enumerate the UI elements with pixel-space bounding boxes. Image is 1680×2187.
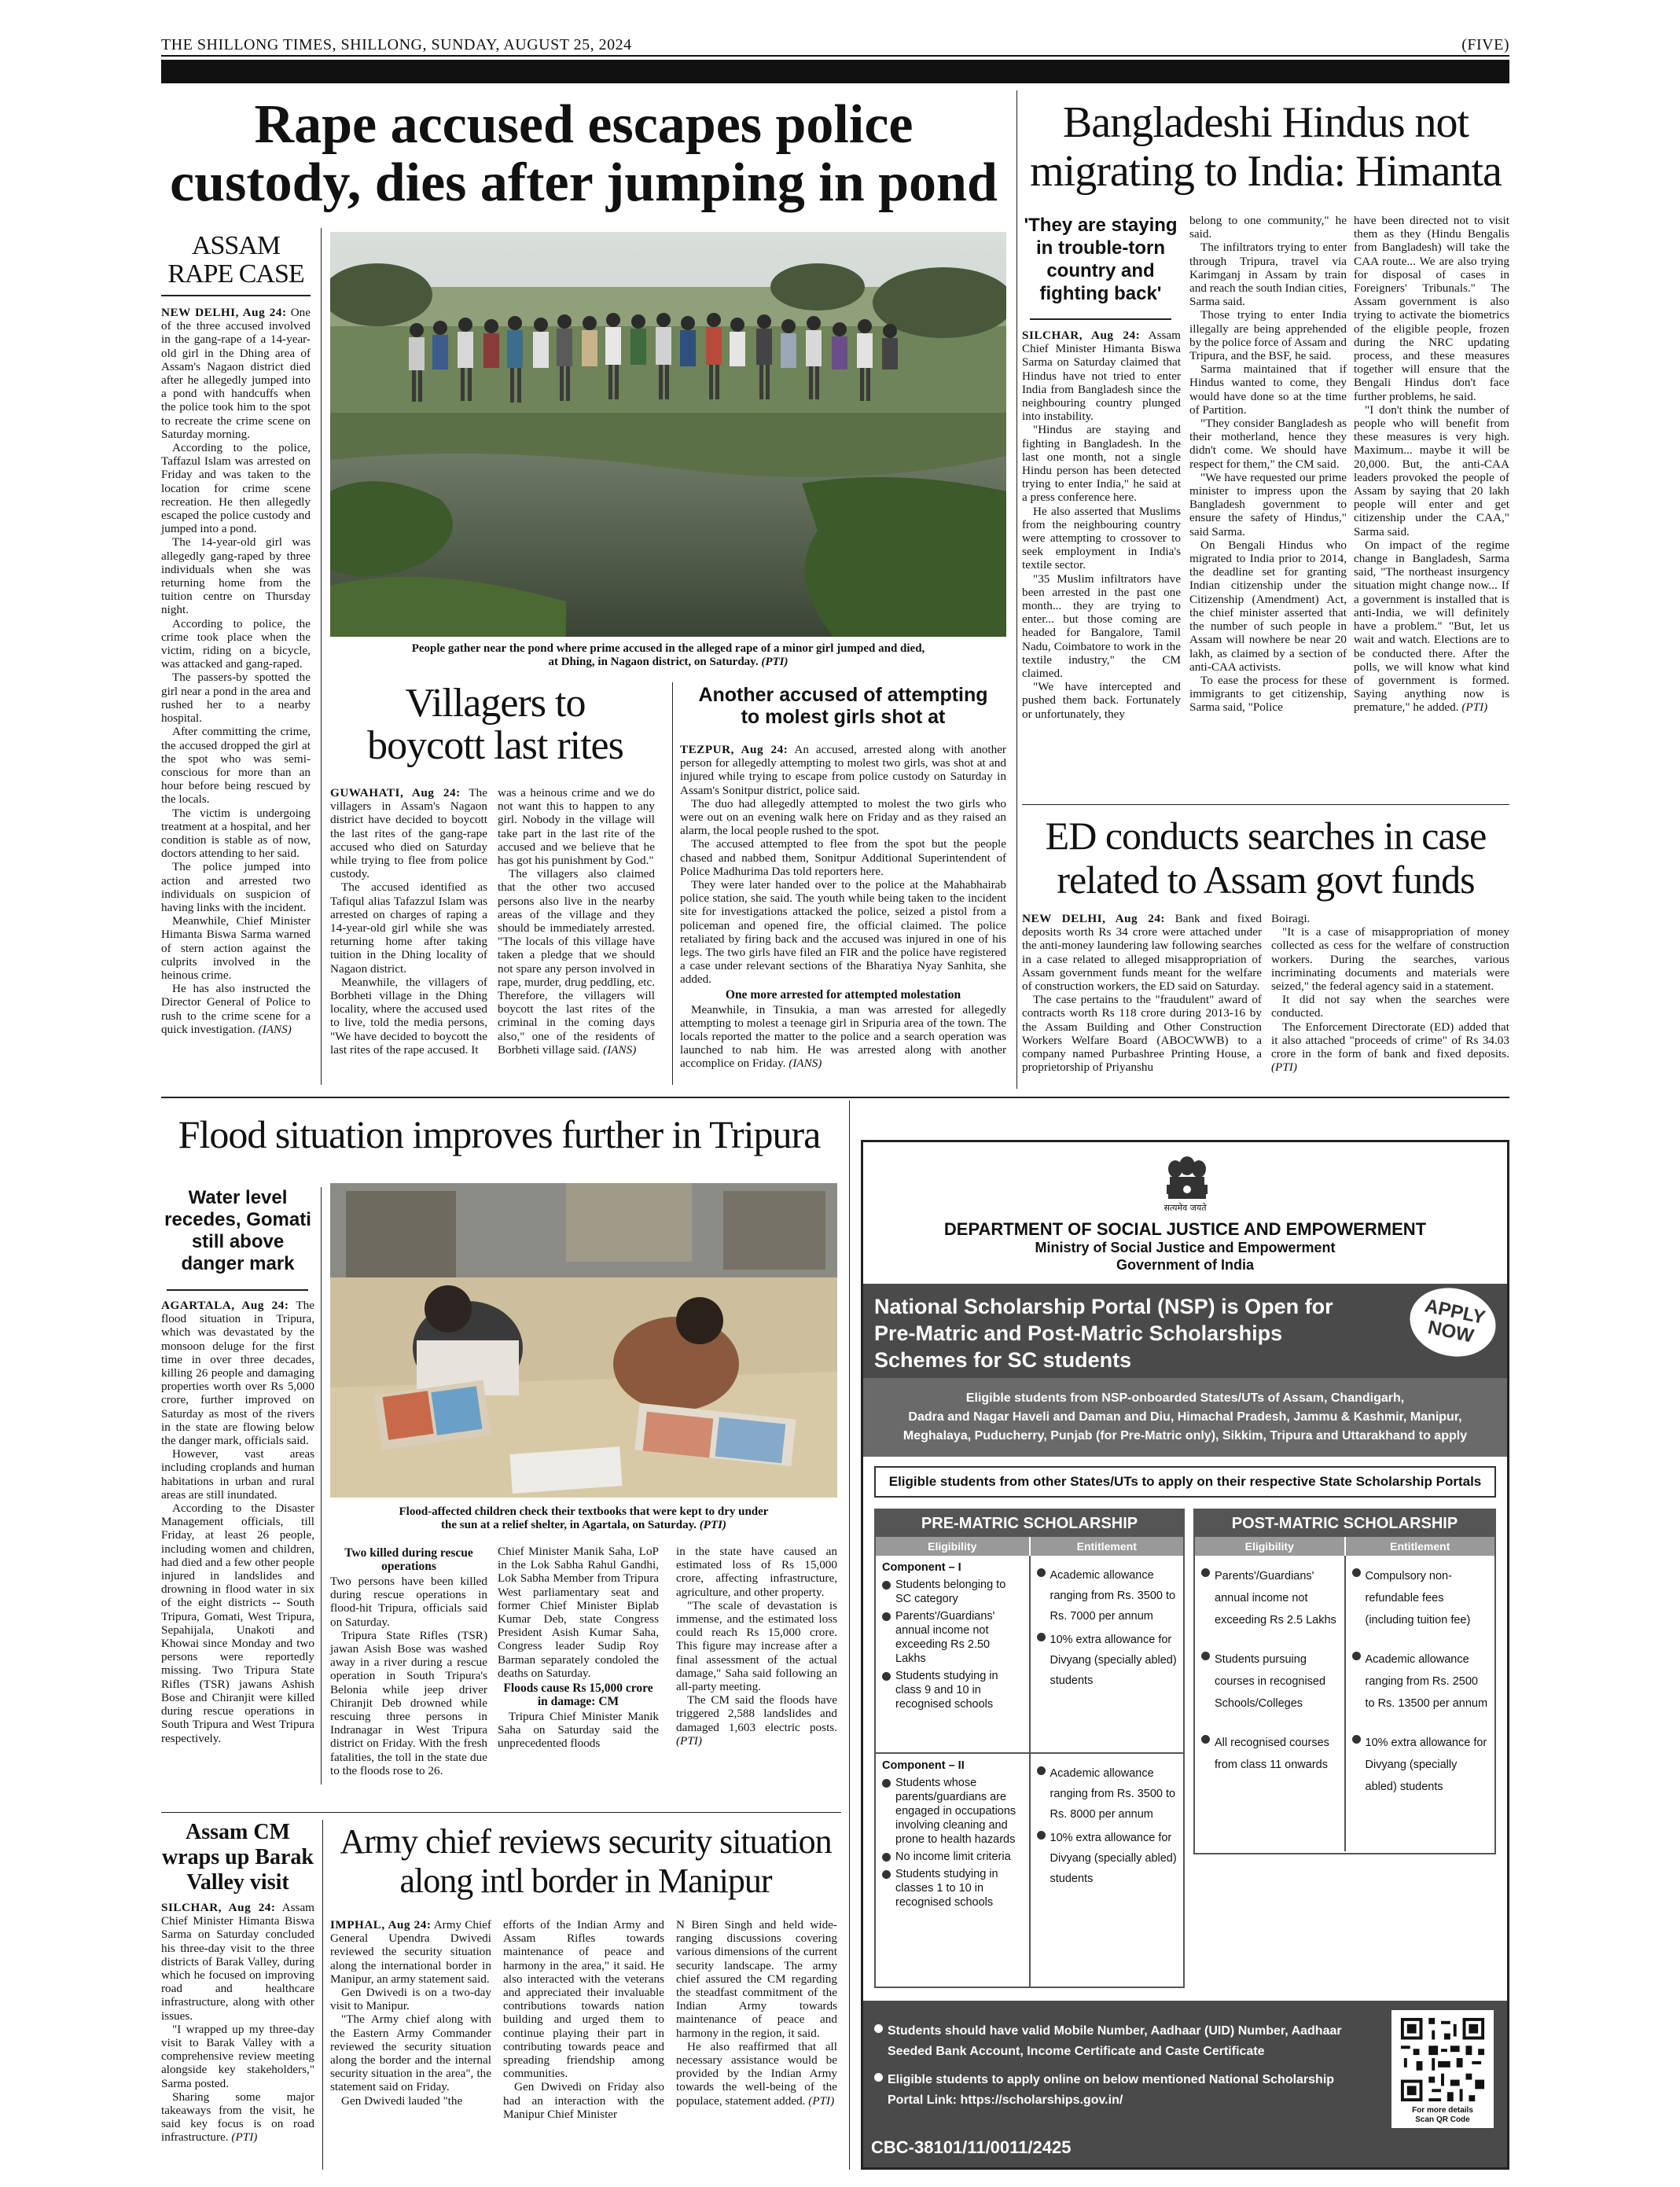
story4-para: He also asserted that Muslims from the neighbouring country were attempting to crossover to seek employment in India's textile sector. <box>1022 504 1181 572</box>
caption-agency: (PTI) <box>761 656 789 668</box>
story3-para: The duo had allegedly attempted to molest the two girls who were out on an evening walk here on Friday and as they raised an alarm, the local people rushed to the spot. <box>680 796 1006 838</box>
story7-agency: (PTI) <box>231 2130 258 2145</box>
story8-headline <box>330 1822 841 1901</box>
story1-left-column <box>161 232 311 1036</box>
story1-agency: (IANS) <box>258 1022 292 1036</box>
story8-para: He also reaffirmed that all necessary assistance would be provided by the Indian Army towards the well-being of the populace, statement added. <box>676 2039 837 2108</box>
post-eligibility-header: Eligibility <box>1195 1537 1346 1556</box>
bullet-icon <box>1201 1735 1210 1744</box>
pre-eligibility-header: Eligibility <box>876 1537 1031 1556</box>
eligibility-item: Students studying in classes 1 to 10 in recognised schools <box>895 1868 998 1909</box>
story4-para: To ease the process for these immigrants to get citizenship, Sarma said, "Police <box>1189 673 1347 715</box>
story2-headline-line1: Villagers to <box>405 681 586 726</box>
story7-para: Sharing some major takeaways from the visit, he said key focus is on road infrastructure. <box>161 2090 314 2145</box>
story2-col2 <box>498 786 655 1057</box>
story4-agency: (PTI) <box>1461 700 1488 715</box>
story6-col1 <box>161 1299 314 1745</box>
post-matric-panel <box>1193 1509 1496 1854</box>
story4-para: On Bengali Hindus who migrated to India prior to 2014, the deadline set for granting Indian citizenship under the Citizenship (Amendment) Act, the chief minister asserted that the number of such people in Assam will nowhere be near 20 lakh, as claimed by a section of anti-CAA activists. <box>1189 538 1347 674</box>
page-masthead <box>161 30 1509 57</box>
story4-para: "I don't think the number of people who will benefit from these measures is very high. Maximum... maybe it will be 20,000. But, the anti-CAA leaders provoked the people of Assam by saying that 20 lakh people will enter and get citizenship under the CAA," Sarma said. <box>1354 402 1509 538</box>
story1-dateline: NEW DELHI, Aug 24: <box>161 306 287 319</box>
story1-headline <box>161 96 1006 211</box>
column-divider <box>321 1187 322 1785</box>
story4-col3 <box>1354 214 1509 715</box>
pre-component-1: Component – I <box>882 1561 961 1574</box>
story1-para: The passers-by spotted the girl near a pond in the area and rushed her to a nearby hospital. <box>161 671 311 726</box>
ad-ministry: Ministry of Social Justice and Empowerment <box>1035 1240 1336 1255</box>
story1-kicker-line2: RAPE CASE <box>167 259 304 289</box>
bullet-icon <box>882 1870 891 1879</box>
story6-subhead: Two killed during rescue operations <box>344 1546 473 1573</box>
post-matric-title: POST-MATRIC SCHOLARSHIP <box>1195 1510 1494 1537</box>
story8-para: Gen Dwivedi is on a two-day visit to Manipur. <box>330 1986 491 2013</box>
story5-headline-line1: ED conducts searches in case <box>1045 814 1487 858</box>
story2-headline <box>330 682 660 767</box>
ad-banner-line: Pre-Matric and Post-Matric Scholarships <box>874 1321 1283 1345</box>
story6-col3 <box>498 1545 659 1751</box>
eligibility-item: Students belonging to SC category <box>895 1579 1006 1605</box>
bullet-icon <box>874 2073 883 2082</box>
story6-para: Two persons have been killed during rescue operations in flood-hit Tripura, officials said on Saturday. <box>330 1575 487 1629</box>
story3-para: They were later handed over to the police at the Mahabhairab police station, she said. The youth while being taken to the incident site for investigations attacked the police, seized a pistol from a policeman and opened fire, the official claimed. The police retaliated by firing back and the accused was injured in one of his legs. The two girls have filed an FIR and the police have registered a case under relevant sections of the Bharatiya Nyay Sanhita, she added. <box>680 878 1006 987</box>
ad-government: Government of India <box>1116 1257 1255 1273</box>
story4-para: Those trying to enter India illegally are being apprehended by the police force of Assam and Tripura, and the BSF, he said. <box>1189 308 1347 363</box>
story6-para: Tripura State Rifles (TSR) jawan Asish Bose was washed away in a river during a rescue operation in South Tripura's Belonia while jeep driver Chiranjit Deb drowned while rescuing three persons in Indranagar in West Tripura district on Friday. With the fresh fatalities, the toll in the state due to the floods rose to 26. <box>330 1628 487 1777</box>
pre-comp2-entitlement <box>1031 1754 1184 1987</box>
masthead-rule-thin <box>161 55 1509 57</box>
story3-agency: (IANS) <box>789 1057 822 1071</box>
story6-kicker: Water level recedes, Gomati still above danger mark <box>164 1187 311 1274</box>
story8-para: Army Chief General Upendra Dwivedi reviewed the security situation along the international border in Manipur, an army statement said. <box>330 1918 491 1986</box>
eligibility-item: Parents'/Guardians' annual income not exceeding Rs 2.50 Lakhs <box>895 1610 995 1665</box>
column-divider <box>322 1820 323 2170</box>
story8-para: "The Army chief along with the Eastern Army Commander reviewed the security situation along the border and the internal security situation in the area", the statement said on Friday. <box>330 2012 491 2094</box>
column-divider <box>321 228 322 1085</box>
story7-para: Assam Chief Minister Himanta Biswa Sarma on Saturday concluded his three-day visit to the three districts of Barak Valley, during which he focused on improving road and healthcare infrastructure, along with other issues. <box>161 1901 314 2023</box>
story3-body <box>680 743 1006 1071</box>
section-divider <box>1022 804 1509 805</box>
story4-col1 <box>1022 329 1181 721</box>
section-divider <box>161 1097 1509 1098</box>
story1-para: After committing the crime, the accused dropped the girl at the spot who was semi-conscious for more than an hour before being rescued by the locals. <box>161 725 311 807</box>
story3-para: An accused, arrested along with another person for allegedly attempting to molest two girls, was shot at and injured while trying to escape from police custody on Saturday in Assam's Sonitpur district, police said. <box>680 743 1006 797</box>
story2-para: The villagers also claimed that the other two accused persons also live in the nearby areas of the village and they should be immediately arrested. "The locals of this village have taken a pledge that we should not spare any person involved in rape, murder, drug peddling, etc. Therefore, the villagers will boycott the last rites of the criminal in the coming days also," one of the residents of Borbheti village said. <box>498 867 655 1057</box>
flood-children-photo <box>330 1183 837 1498</box>
masthead-rule-thick <box>161 60 1509 83</box>
story6-para: Chief Minister Manik Saha, LoP in the Lok Sabha Rahul Gandhi, Lok Sabha Member from Tripura West parliamentary seat and former Chief Minister Biplab Kumar Deb, state Congress President Asish Kumar Saha, Congress leader Sudip Roy Barman separately condoled the deaths on Saturday. <box>498 1545 659 1680</box>
story7-kicker: Assam CM wraps up Barak Valley visit <box>162 1820 314 1895</box>
bullet-icon <box>1201 1568 1210 1577</box>
story5-agency: (PTI) <box>1271 1060 1297 1075</box>
story5-para: The Enforcement Directorate (ED) added that it also attached "proceeds of crime" of Rs 34.03 crore in the form of bank and fixed deposits. <box>1271 1020 1509 1061</box>
story2-para: The villagers in Assam's Nagaon district have decided to boycott the last rites of the gang-rape accused who died on Saturday while trying to flee from police custody. <box>330 786 487 881</box>
story5-headline-line2: related to Assam govt funds <box>1057 858 1475 902</box>
story1-headline-line1: Rape accused escapes police <box>254 94 914 155</box>
bullet-icon <box>882 1672 891 1681</box>
story1-kicker-line1: ASSAM <box>191 231 281 260</box>
post-entitlement <box>1346 1556 1495 1851</box>
story8-col2 <box>503 1918 664 2121</box>
story5-headline <box>1022 814 1509 902</box>
story3-headline-line1: Another accused of attempting <box>698 684 988 706</box>
story1-para: The police jumped into action and arrested two individuals on suspicion of having links with the incident. <box>161 860 311 914</box>
story6-photo-caption <box>330 1505 837 1532</box>
qr-caption: For more details <box>1412 2106 1473 2115</box>
story1-para: According to the police, Taffazul Islam was arrested on Friday and was taken to the location for crime scene recreation. He then allegedly escaped the police custody and jumped into a pond. <box>161 441 311 536</box>
ad-cbc-code: CBC-38101/11/0011/2425 <box>871 2137 1072 2157</box>
story4-dateline: SILCHAR, Aug 24: <box>1022 329 1141 342</box>
bullet-icon <box>882 1581 891 1590</box>
pre-comp2-eligibility <box>876 1754 1031 1987</box>
story6-para: The flood situation in Tripura, which was devastated by the monsoon deluge for the first time in over three decades, killing 26 people and damaging properties worth over Rs 5,000 crore, further improved on Saturday as most of the rivers in the state are flowing below the danger mark, officials said. <box>161 1299 314 1448</box>
story5-para: The case pertains to the "fraudulent" award of contracts worth Rs 118 crore during 2013-16 by the Assam Building and Other Construction Workers Welfare Board (ABOCWWB) to a company named Purbashree Printing House, a proprietorship of Priyanshu <box>1022 993 1262 1075</box>
ad-banner-line: National Scholarship Portal (NSP) is Open for <box>874 1295 1333 1318</box>
story1-body <box>161 306 311 1036</box>
story4-para: On impact of the regime change in Bangladesh, Sarma said, "The northeast insurgency situation might change now... If a government is installed that is anti-India, we will definitely have a problem." "But, let us wait and watch. Elections are to be conducted there. After the polls, we will know what kind of government is formed. Saying anything now is premature," he added. <box>1354 538 1509 715</box>
ad-footer <box>863 2001 1507 2167</box>
bullet-icon <box>882 1779 891 1788</box>
bullet-icon <box>874 2024 883 2033</box>
eligibility-item: Parents'/Guardians' annual income not exceeding Rs 2.5 Lakhs <box>1215 1570 1336 1626</box>
story1-photo-caption <box>330 642 1006 669</box>
bullet-icon <box>1037 1831 1046 1840</box>
eligibility-item: All recognised courses from class 11 onwards <box>1215 1737 1329 1771</box>
bullet-icon <box>882 1853 891 1862</box>
story4-headline <box>1022 98 1509 196</box>
pre-matric-panel <box>874 1509 1185 1988</box>
story8-col3 <box>676 1918 837 2108</box>
story3-headline <box>680 684 1006 728</box>
ad-eligible-line: Dadra and Nagar Haveli and Daman and Diu, Himachal Pradesh, Jammu & Kashmir, Manipur, <box>908 1410 1462 1424</box>
story1-para: One of the three accused involved in the gang-rape of a 14-year-old girl in the Dhing area of Assam's Nagaon district died after he allegedly jumped into a pond with handcuffs when the police took him to the spot to recreate the crime scene on Saturday morning. <box>161 306 311 441</box>
story4-pull-quote: 'They are staying in trouble-torn country and fighting back' <box>1024 215 1178 304</box>
story4-headline-line2: migrating to India: Himanta <box>1030 147 1502 196</box>
column-divider <box>849 1101 850 2170</box>
story6-para: in the state have caused an estimated loss of Rs 15,000 crore, affecting infrastructure, agriculture, and other property. <box>676 1545 837 1599</box>
story5-para: "It is a case of misappropriation of money collected as cess for the welfare of construction workers. During the searches, various incriminating documents and materials were seized," the federal agency said in a statement. <box>1271 925 1509 994</box>
story4-para: Assam Chief Minister Himanta Biswa Sarma on Saturday claimed that Hindus have not tried to enter India from Bangladesh since the neighbouring country plunged into instability. <box>1022 329 1181 424</box>
masthead-date: THE SHILLONG TIMES, SHILLONG, SUNDAY, AUGUST 25, 2024 <box>161 36 632 53</box>
story6-subhead: Floods cause Rs 15,000 crore in damage: CM <box>503 1682 653 1709</box>
story8-para: Gen Dwivedi lauded "the <box>341 2093 463 2108</box>
story5-dateline: NEW DELHI, Aug 24: <box>1022 912 1165 925</box>
story4-headline-line1: Bangladeshi Hindus not <box>1062 98 1469 147</box>
qr-caption: Scan QR Code <box>1415 2115 1470 2124</box>
qr-code-icon <box>1398 2015 1487 2104</box>
pre-entitlement-header: Entitlement <box>1031 1537 1184 1556</box>
story3-dateline: TEZPUR, Aug 24: <box>680 743 789 756</box>
story4-para: "35 Muslim infiltrators have been arrested in the past one month... they are trying to enter... but those coming are headed for Bangalore, Tamil Nadu, Coimbatore to work in the textile industry," the CM claimed. <box>1022 572 1181 681</box>
story8-agency: (PTI) <box>808 2093 835 2108</box>
story6-dateline: AGARTALA, Aug 24: <box>161 1299 289 1312</box>
story8-headline-line1: Army chief reviews security situation <box>340 1822 832 1861</box>
eligibility-item: Students pursuing courses in recognised Schools/Colleges <box>1215 1653 1326 1710</box>
story5-col2 <box>1271 912 1509 1074</box>
story1-kicker <box>161 232 311 289</box>
story2-dateline: GUWAHATI, Aug 24: <box>330 786 461 799</box>
story3-para: Meanwhile, in Tinsukia, a man was arrested for allegedly attempting to molest a teenage girl in Sripuria area of the town. The locals reported the matter to the police and a search operation was launched to nab him. He was arrested along with another accomplice on Friday. <box>680 1002 1006 1071</box>
story1-kicker-rule <box>161 295 311 296</box>
bullet-icon <box>1201 1652 1210 1660</box>
story8-headline-line2: along intl border in Manipur <box>399 1862 772 1900</box>
story5-col1 <box>1022 912 1262 1074</box>
caption-line: People gather near the pond where prime accused in the alleged rape of a minor girl jumped and died, <box>411 642 925 655</box>
caption-line: at Dhing, in Nagaon district, on Saturday. <box>548 656 759 668</box>
story6-para: The CM said the floods have triggered 2,588 landslides and damaged 1,603 electric posts. <box>676 1693 837 1734</box>
story5-para: Bank and fixed deposits worth Rs 34 crore were attached under the anti-money laundering law following searches in a case related to alleged misappropriation of Assam government funds meant for the welfare of construction workers, the ED said on Saturday. <box>1022 912 1262 994</box>
story4-para: belong to one community," he said. <box>1189 214 1347 241</box>
caption-agency: (PTI) <box>699 1519 726 1531</box>
column-divider <box>672 682 673 1085</box>
story2-col1 <box>330 786 487 1057</box>
story8-dateline: IMPHAL, Aug 24: <box>330 1918 432 1932</box>
story6-headline: Flood situation improves further in Tripura <box>178 1112 821 1156</box>
story6-para: Tripura Chief Minister Manik Saha on Saturday said the unprecedented floods <box>498 1710 659 1751</box>
story4-para: "We have intercepted and pushed them back. Fortunately or unfortunately, they <box>1022 680 1181 721</box>
ad-footer-note: Students should have valid Mobile Number, Aadhaar (UID) Number, Aadhaar Seeded Bank Account, Income Certificate and Caste Certificate <box>888 2024 1342 2058</box>
ad-eligible-line: Eligible students from NSP-onboarded States/UTs of Assam, Chandigarh, <box>965 1391 1405 1405</box>
caption-line: Flood-affected children check their textbooks that were kept to dry under <box>399 1505 769 1518</box>
story6-agency: (PTI) <box>676 1733 702 1748</box>
story1-para: According to police, the crime took place when the victim, riding on a bicycle, was attacked and gang-raped. <box>161 616 311 671</box>
entitlement-item: 10% extra allowance for Divyang (specially abled) students <box>1050 1634 1177 1687</box>
eligibility-item: Students whose parents/guardians are engaged in occupations involving cleaning and prone to health hazards <box>895 1777 1016 1846</box>
story4-quote-rule <box>1030 318 1171 320</box>
post-eligibility <box>1195 1556 1346 1851</box>
story2-headline-line2: boycott last rites <box>367 723 623 768</box>
ad-eligible-states <box>863 1378 1507 1457</box>
eligibility-item: No income limit criteria <box>895 1851 1011 1863</box>
section-divider <box>161 1812 841 1813</box>
scholarship-advertisement <box>861 1140 1509 2170</box>
ad-eligible-line: Meghalaya, Puducherry, Punjab (for Pre-Matric only), Sikkim, Tripura and Uttarakhand to apply <box>902 1429 1468 1443</box>
story8-col1 <box>330 1918 491 2108</box>
story4-col2 <box>1189 214 1347 715</box>
story6-para: "The scale of devastation is immense, and the estimated loss could reach Rs 15,000 crore. This figure may increase after a final assessment of the actual damage," Saha said following an all-party meeting. <box>676 1598 837 1694</box>
story4-para: "They consider Bangladesh as their motherland, hence they didn't come. We should have respect for them," the CM said. <box>1189 417 1347 471</box>
pre-matric-title: PRE-MATRIC SCHOLARSHIP <box>876 1510 1183 1537</box>
caption-line: the sun at a relief shelter, in Agartala, on Saturday. <box>441 1519 697 1531</box>
story6-col4 <box>676 1545 837 1748</box>
bullet-icon <box>882 1612 891 1621</box>
bullet-icon <box>1037 1633 1046 1641</box>
entitlement-item: Academic allowance ranging from Rs. 3500 to Rs. 7000 per annum <box>1050 1569 1176 1623</box>
story1-headline-line2: custody, dies after jumping in pond <box>170 152 998 213</box>
story4-para: "Hindus are staying and fighting in Bangladesh. In the last one month, not a single Hindu person has been detected trying to enter India," he said at a press conference here. <box>1022 423 1181 505</box>
bullet-icon <box>1037 1568 1046 1577</box>
story1-para: The 14-year-old girl was allegedly gang-raped by three individuals when she was returning home from the tuition centre on Thursday night. <box>161 535 311 617</box>
pre-component-2: Component – II <box>882 1759 965 1772</box>
story4-para: The infiltrators trying to enter through Tripura, travel via Karimganj in Assam by train and reach the south Indian cities, Sarma said. <box>1189 241 1347 309</box>
bullet-icon <box>1352 1735 1361 1744</box>
ad-banner <box>863 1284 1507 1378</box>
story3-para: The accused attempted to flee from the spot but the people chased and nabbed them, Sonitpur Additional Superintendent of Police Madhurima Das told reporters here. <box>680 837 1006 878</box>
emblem-motto: सत्यमेव जयते <box>1164 1203 1207 1213</box>
column-divider <box>1016 90 1017 1089</box>
story1-para: Meanwhile, Chief Minister Himanta Biswa Sarma warned of stern action against the culprits involved in the heinous crime. <box>161 914 311 982</box>
story8-para: Gen Dwivedi on Friday also had an interaction with the Manipur Chief Minister <box>503 2080 664 2121</box>
bullet-icon <box>1352 1568 1361 1577</box>
story6-para: According to the Disaster Management officials, till Friday, at least 26 people, including women and children, had died and a few other people injured in landslides and drowning in flood water in six of the eight districts -- South Tripura, Gomati, West Tripura, Sepahijala, Unakoti and Khowai since Monday and two persons were reportedly missing. Two Tripura State Rifles (TSR) jawans Ashish Bose and Chiranjit were killed during rescue operations in South Tripura and West Tripura respectively. <box>161 1501 314 1745</box>
entitlement-item: 10% extra allowance for Divyang (specially abled) students <box>1050 1832 1177 1885</box>
story2-para: Meanwhile, the villagers of Borbheti village in the Dhing locality, where the accused used to live, told the media persons, "We have decided to boycott the last rites of the rape accused. It <box>330 975 487 1057</box>
pre-comp1-entitlement <box>1031 1556 1184 1752</box>
story6-photo <box>330 1183 837 1498</box>
masthead-page-number: (FIVE) <box>1461 36 1509 53</box>
story8-para: efforts of the Indian Army and Assam Rifles towards maintenance of peace and harmony in the area," it said. He also interacted with the veterans and appreciated their invaluable contributions towards nation building and urged them to continue playing their part in contributing towards peace and spreading friendship among communities. <box>503 1918 664 2081</box>
story7-dateline: SILCHAR, Aug 24: <box>161 1901 276 1914</box>
story8-para: N Biren Singh and held wide-ranging discussions covering various dimensions of the current security landscape. The army chief assured the CM regarding the steadfast commitment of the Indian Army towards maintenance of peace and harmony in the region, it said. <box>676 1918 837 2040</box>
bullet-icon <box>1037 1766 1046 1775</box>
story5-para: Boiragi. <box>1271 912 1311 925</box>
entitlement-item: Academic allowance ranging from Rs. 3500 to Rs. 8000 per annum <box>1050 1767 1176 1821</box>
ad-footer-note: Eligible students to apply online on below mentioned National Scholarship Portal Link: https://scholarships.gov.in/ <box>888 2073 1335 2107</box>
story4-para: have been directed not to visit them as they (Hindu Bengalis from Bangladesh) will take the CAA route... We are also trying for disposal of cases in Foreigners' Tribunals." The Assam government is also trying to activate the biometrics of the eligible people, frozen during the NRC updating process, and these measures together will ensure that the Bengali Hindus don't face further problems, he said. <box>1354 214 1509 403</box>
story4-para: "We have requested our prime minister to impress upon the Bangladesh government to ensure the safety of Hindus," said Sarma. <box>1189 470 1347 538</box>
ad-banner-line: Schemes for SC students <box>874 1348 1132 1372</box>
story7-body <box>161 1901 314 2145</box>
bullet-icon <box>1352 1652 1361 1660</box>
story2-agency: (IANS) <box>603 1042 637 1057</box>
qr-code-panel <box>1391 2010 1494 2128</box>
story6-kicker-rule <box>167 1289 308 1291</box>
story2-para: The accused identified as Tafiqul alias Tafazzul Islam was arrested on charges of raping a 14-year-old girl while she was returning home after taking tuition in the Dhing locality of Nagaon district. <box>330 880 487 976</box>
story2-para: was a heinous crime and we do not want this to happen to any girl. Nobody in the village will take part in the last rite of the accused and we believe that he has got his punishment by God." <box>498 786 655 868</box>
ad-other-states: Eligible students from other States/UTs to apply on their respective State Scholarship Portals <box>874 1466 1496 1498</box>
story7-para: "I wrapped up my three-day visit to Barak Valley with a comprehensive review meeting alongside key stakeholders," Sarma posted. <box>161 2022 314 2090</box>
ad-department: DEPARTMENT OF SOCIAL JUSTICE AND EMPOWERMENT <box>943 1219 1427 1239</box>
story6-col2 <box>330 1545 487 1777</box>
entitlement-item: 10% extra allowance for Divyang (specially abled) students <box>1365 1737 1487 1793</box>
story3-subhead: One more arrested for attempted molestation <box>725 987 961 1002</box>
story6-para: However, vast areas including croplands and human habitations in urban and rural areas are still inundated. <box>161 1447 314 1501</box>
post-entitlement-header: Entitlement <box>1346 1537 1495 1556</box>
story5-para: It did not say when the searches were conducted. <box>1271 993 1509 1020</box>
entitlement-item: Academic allowance ranging from Rs. 2500 to Rs. 13500 per annum <box>1365 1653 1488 1710</box>
pre-comp1-eligibility <box>876 1556 1031 1752</box>
apply-now-badge: APPLY NOW <box>1403 1281 1502 1365</box>
story3-headline-line2: to molest girls shot at <box>741 706 946 728</box>
entitlement-item: Compulsory non-refundable fees (including tuition fee) <box>1365 1570 1471 1626</box>
eligibility-item: Students studying in class 9 and 10 in recognised schools <box>895 1670 998 1711</box>
story1-para: He has also instructed the Director General of Police to rush to the crime scene for a quick investigation. <box>161 982 311 1036</box>
pond-crowd-photo <box>330 232 1006 637</box>
story1-photo <box>330 232 1006 637</box>
story1-para: The victim is undergoing treatment at a hospital, and her condition is stable as of now, doctors attending to her said. <box>161 806 311 861</box>
story4-para: Sarma maintained that if Hindus wanted to come, they would have done so at the time of Partition. <box>1189 362 1347 417</box>
